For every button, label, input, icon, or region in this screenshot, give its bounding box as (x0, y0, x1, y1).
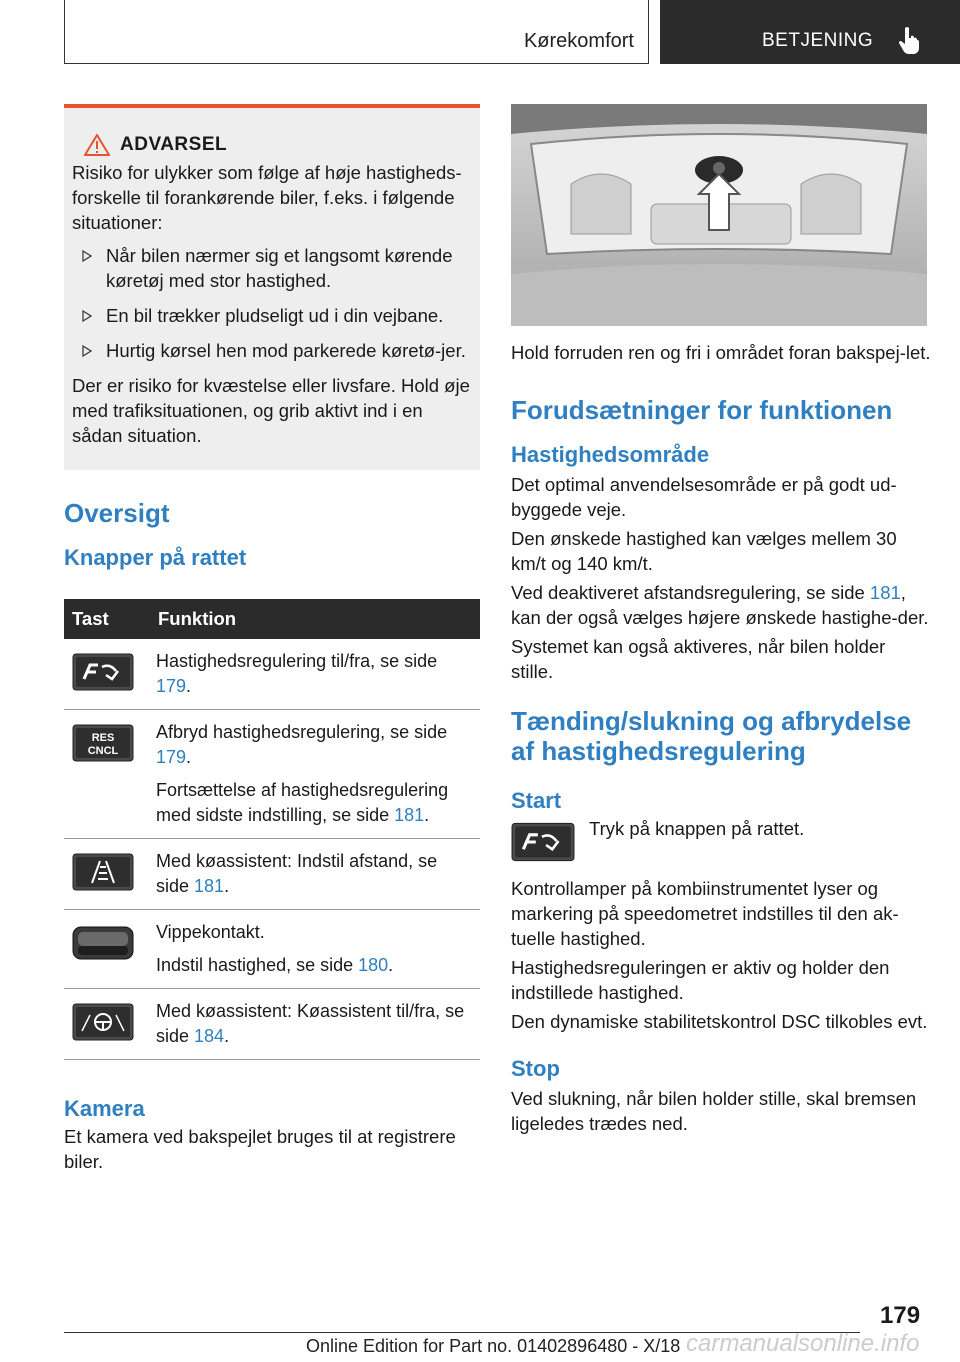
function-text: Indstil hastighed, se side 180. (156, 955, 394, 975)
warning-triangle-icon (84, 134, 110, 156)
warning-intro: Risiko for ulykker som følge af høje hastigheds-forskelle til forankørende biler, f.eks. i følgende situationer: (72, 162, 462, 233)
speed-range-heading: Hastighedsområde (511, 442, 710, 467)
camera-text: Et kamera ved bakspejlet bruges til at registrere biler. (64, 1126, 456, 1172)
camera-heading: Kamera (64, 1096, 145, 1121)
list-item (72, 338, 472, 363)
bullet-text: Når bilen nærmer sig et langsomt kørende køretøj med stor hastighed. (106, 245, 453, 291)
function-description: Afbryd hastighedsregulering, se side (156, 722, 448, 742)
function-cell (150, 839, 480, 910)
bullet-triangle-icon (82, 250, 92, 262)
stop-heading: Stop (511, 1056, 560, 1081)
steering-buttons-table (64, 599, 480, 1060)
function-cell (150, 989, 480, 1060)
bullet-text: En bil trækker pludseligt ud i din vejbane. (106, 305, 444, 326)
windshield-camera-image (511, 104, 927, 326)
start-result-2: Hastighedsreguleringen er aktiv og holder den indstillede hastighed. (511, 957, 890, 1003)
edition-text: Online Edition for Part no. 01402896480 - X/18 (306, 1336, 681, 1356)
page-link[interactable]: 181 (394, 805, 425, 825)
key-cell (64, 639, 150, 710)
table-row (64, 989, 480, 1060)
function-cell (150, 639, 480, 710)
pointing-hand-icon (898, 26, 920, 54)
speed-range-text-3a: Ved deaktiveret afstandsregulering, se side (511, 582, 870, 603)
page-link[interactable]: 181 (869, 582, 901, 603)
table-header-row (64, 599, 480, 639)
steering-buttons-heading: Knapper på rattet (64, 545, 247, 570)
bullet-triangle-icon (82, 345, 92, 357)
start-instruction (511, 818, 931, 862)
warning-title: ADVARSEL (120, 134, 228, 155)
overview-heading: Oversigt (64, 498, 170, 528)
start-text: Tryk på knappen på rattet. (589, 818, 805, 839)
page-number: 179 (880, 1302, 921, 1329)
speed-range-text-4: Systemet kan også aktiveres, når bilen holder stille. (511, 636, 886, 682)
bullet-text: Hurtig kørsel hen mod parkerede køretø-jer. (106, 340, 466, 361)
on-off-heading: Tænding/slukning og afbrydelse af hastighedsregulering (511, 706, 912, 766)
table-header-key: Tast (64, 599, 150, 639)
page-link[interactable]: 181 (194, 876, 225, 896)
requirements-heading: Forudsætninger for funktionen (511, 395, 893, 425)
function-text: Fortsættelse af hastighedsregulering med sidste indstilling, se side 181. (156, 780, 449, 825)
start-heading: Start (511, 788, 562, 813)
list-item (72, 303, 472, 328)
table-row (64, 910, 480, 989)
warning-box (64, 104, 480, 470)
key-cell (64, 910, 150, 989)
res-cncl-button-icon (72, 724, 134, 762)
function-text: Med køassistent: Køassistent til/fra, se side 184. (156, 1001, 465, 1046)
function-cell (150, 910, 480, 989)
table-row (64, 710, 480, 839)
header-section-box (64, 0, 649, 64)
function-description: Med køassistent: Indstil afstand, se side (156, 851, 438, 896)
start-result-1: Kontrollamper på kombiinstrumentet lyser og markering på speedometret indstilles til den ak-tuelle hastighed. (511, 878, 899, 949)
key-cell (64, 989, 150, 1060)
list-item (72, 243, 472, 293)
speed-range-text-2: Den ønskede hastighed kan vælges mellem 30 km/t og 140 km/t. (511, 528, 897, 574)
table-row (64, 639, 480, 710)
cruise-control-button-icon (72, 653, 134, 691)
speed-range-text-3b: , kan der også vælges højere ønskede hastighe-der. (511, 582, 929, 628)
function-text: Hastighedsregulering til/fra, se side 179. (156, 651, 438, 696)
page-link[interactable]: 184 (194, 1026, 225, 1046)
function-cell (150, 710, 480, 839)
cruise-control-button-icon (511, 822, 575, 862)
function-text: Vippekontakt. (156, 922, 265, 942)
function-text: Med køassistent: Indstil afstand, se side 181. (156, 851, 438, 896)
camera-caption: Hold forruden ren og fri i området foran bakspej-let. (511, 342, 931, 363)
header-chapter-title: BETJENING (762, 30, 874, 51)
function-description: Hastighedsregulering til/fra, se side (156, 651, 438, 671)
start-result-3: Den dynamiske stabilitetskontrol DSC tilkobles evt. (511, 1011, 928, 1032)
watermark: carmanualsonline.info (686, 1330, 920, 1357)
function-description: Indstil hastighed, se side (156, 955, 359, 975)
header-section-title: Kørekomfort (523, 30, 634, 52)
header-chapter-box (660, 0, 960, 64)
bullet-triangle-icon (82, 310, 92, 322)
distance-button-icon (72, 853, 134, 891)
right-column (511, 104, 931, 1140)
key-cell (64, 710, 150, 839)
warning-heading (84, 134, 472, 156)
warning-list (72, 243, 472, 363)
warning-outro: Der er risiko for kvæstelse eller livsfare. Hold øje med trafiksituationen, og grib aktivt ind i en sådan situation. (72, 375, 470, 446)
rocker-switch-icon (72, 924, 134, 962)
function-description: Med køassistent: Køassistent til/fra, se side (156, 1001, 465, 1046)
traffic-jam-assistant-button-icon (72, 1003, 134, 1041)
cncl-label: CNCL (87, 745, 119, 757)
res-label: RES (91, 732, 115, 744)
function-description: Fortsættelse af hastighedsregulering med sidste indstilling, se side (156, 780, 449, 825)
left-column (64, 104, 480, 1178)
function-text: Afbryd hastighedsregulering, se side 179. (156, 722, 448, 767)
speed-range-text-1: Det optimal anvendelsesområde er på godt ud-byggede veje. (511, 474, 897, 520)
table-row (64, 839, 480, 910)
table-header-function: Funktion (150, 599, 480, 639)
stop-text: Ved slukning, når bilen holder stille, skal bremsen ligeledes trædes ned. (511, 1088, 917, 1134)
page-link[interactable]: 180 (358, 955, 389, 975)
key-cell (64, 839, 150, 910)
page-link[interactable]: 179 (156, 676, 187, 696)
speed-range-text-3 (511, 580, 931, 630)
page-link[interactable]: 179 (156, 747, 187, 767)
